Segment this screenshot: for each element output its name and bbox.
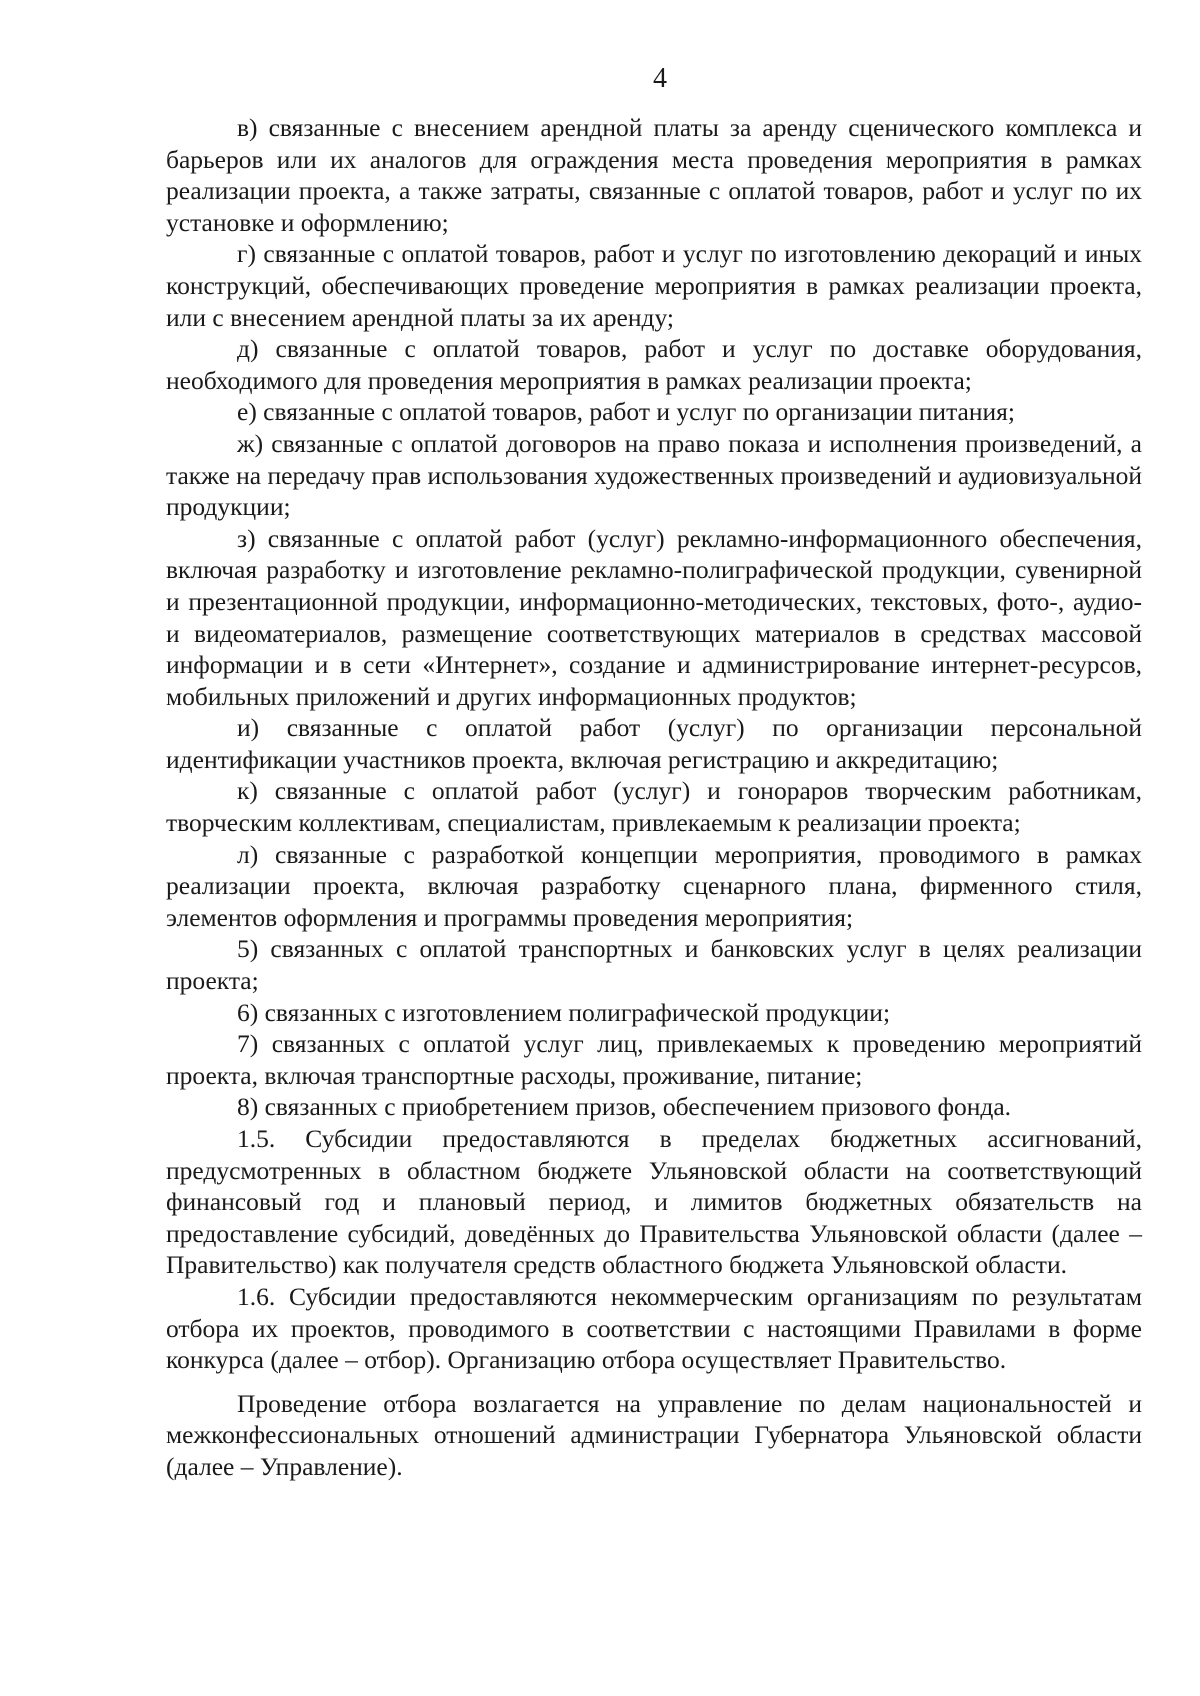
paragraph-section-1-6: 1.6. Субсидии предоставляются некоммерческим организациям по результатам отбора их проектов, проводимого в соответствии с настоящими Правилами в форме конкурса (далее – отбор). Организацию отбора осуществляет Правительство. (166, 1281, 1142, 1375)
paragraph-item-i: и) связанные с оплатой работ (услуг) по организации персональной идентификации участников проекта, включая регистрацию и аккредитацию; (166, 713, 1142, 774)
paragraph-selection-responsibility: Проведение отбора возлагается на управление по делам национальностей и межконфессиональных отношений администрации Губернатора Ульяновской области (далее – Управление). (166, 1388, 1142, 1481)
paragraph-item-8: 8) связанных с приобретением призов, обеспечением призового фонда. (237, 1092, 1012, 1122)
paragraph-item-zh: ж) связанные с оплатой договоров на право показа и исполнения произведений, а также на передачу прав использования художественных произведений и аудиовизуальной продукции; (166, 428, 1142, 522)
page-number: 4 (653, 63, 667, 94)
paragraph-section-1-5: 1.5. Субсидии предоставляются в пределах бюджетных ассигнований, предусмотренных в областном бюджете Ульяновской области на соответствующий финансовый год и плановый период, и лимитов бюджетных обязательств на предоставление субсидий, доведённых до Правительства Ульяновской области (далее – Правительство) как получателя средств областного бюджета Ульяновской области. (166, 1124, 1142, 1280)
document-body (166, 112, 1142, 1483)
paragraph-item-e: е) связанные с оплатой товаров, работ и услуг по организации питания; (237, 397, 1015, 427)
paragraph-item-7: 7) связанных с оплатой услуг лиц, привлекаемых к проведению мероприятий проекта, включая транспортные расходы, проживание, питание; (166, 1029, 1142, 1090)
paragraph-item-z: з) связанные с оплатой работ (услуг) рекламно-информационного обеспечения, включая разработку и изготовление рекламно-полиграфической продукции, сувенирной и презентационной продукции, информационно-методических, текстовых, фото-, аудио- и видеоматериалов, размещение соответствующих материалов в средствах массовой информации и в сети «Интернет», создание и администрирование интернет-ресурсов, мобильных приложений и других информационных продуктов; (166, 523, 1142, 711)
paragraph-item-g: г) связанные с оплатой товаров, работ и услуг по изготовлению декораций и иных конструкций, обеспечивающих проведение мероприятия в рамках реализации проекта, или с внесением арендной платы за их аренду; (166, 239, 1142, 332)
paragraph-item-d: д) связанные с оплатой товаров, работ и услуг по доставке оборудования, необходимого для проведения мероприятия в рамках реализации проекта; (166, 334, 1142, 395)
paragraph-item-6: 6) связанных с изготовлением полиграфической продукции; (237, 997, 891, 1027)
paragraph-item-k: к) связанные с оплатой работ (услуг) и гонораров творческим работникам, творческим коллективам, специалистам, привлекаемым к реализации проекта; (166, 776, 1142, 838)
paragraph-item-v: в) связанные с внесением арендной платы за аренду сценического комплекса и барьеров или их аналогов для ограждения места проведения мероприятия в рамках реализации проекта, а также затраты, связанные с оплатой товаров, работ и услуг по их установке и оформлению; (166, 113, 1142, 237)
paragraph-item-l: л) связанные с разработкой концепции мероприятия, проводимого в рамках реализации проекта, включая разработку сценарного плана, фирменного стиля, элементов оформления и программы проведения мероприятия; (166, 839, 1142, 932)
paragraph-item-5: 5) связанных с оплатой транспортных и банковских услуг в целях реализации проекта; (166, 934, 1142, 996)
